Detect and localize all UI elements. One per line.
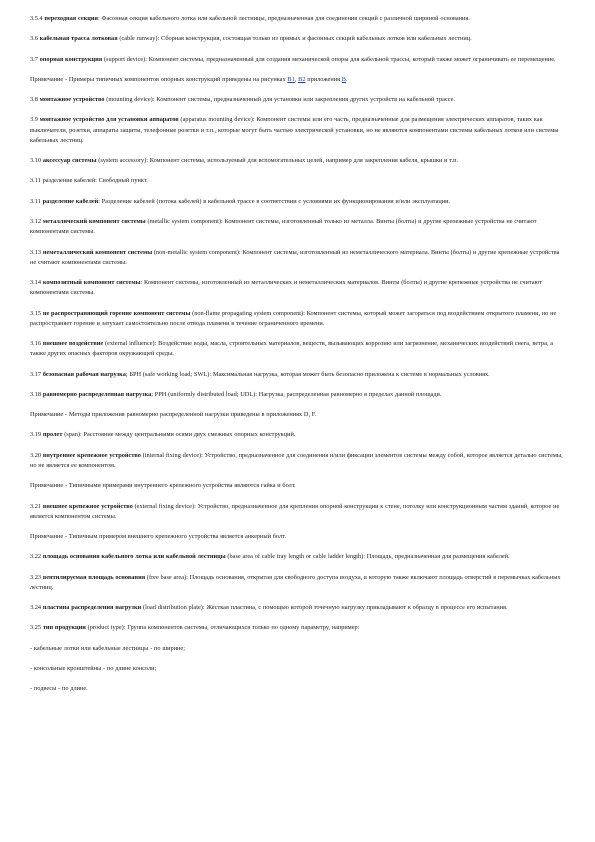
list-item: - консольные кронштейны - по длине консоли; [30,664,157,672]
term: внешнее воздействие [42,340,104,348]
term: переходная секция [44,15,98,22]
document-page [30,14,565,704]
appendix-link-b[interactable]: В [341,75,346,83]
term: пролет [42,431,63,439]
clause-3.25: 3.25 тип продукции (product type): Группа компонентов системы, отличающихся только по одному параметру, например: [30,624,360,632]
clause-3.9: 3.9 монтажное устройство для установки аппаратов (apparatus mounting device): Компонент системы или его часть, предназначенные для размещения электрических аппаратов, таких как выключатели, розетки, аппараты защиты, телефонные розетки и т.п., которые могут быть частью электрической установки, но не являются компонентами системы кабельных лотков или системы кабельных лестниц. [30,116,559,144]
term: композитный компонент системы [42,279,141,287]
list-item: - кабельные лотки или кабельные лестницы - по ширине; [30,644,185,652]
term: не распространяющий горение компонент системы [42,309,191,317]
term: монтажное устройство для установки аппаратов [39,116,179,124]
clause-3.11-definition: 3.11 разделение кабелей: Разделение кабелей (потока кабелей) в кабельной трассе в соответствии с условиями их функционирования и/или эксплуатации. [30,197,451,205]
clause-3.14: 3.14 композитный компонент системы: Компонент системы, изготовленный из металлических и неметаллических материалов. Винты (болты) и другие крепежные устройства не считают компонентами системы. [30,279,542,297]
term: безопасная рабочая нагрузка [42,370,126,378]
term: разделение кабелей [42,197,99,205]
term: металлический компонент системы [42,218,146,226]
term: равномерно распределенная нагрузка [42,390,152,398]
term: опорная конструкция [39,55,103,63]
term: вентилируемая площадь основания [42,573,146,581]
term: тип продукции [42,624,86,632]
clause-3.8: 3.8 монтажное устройство (mounting device): Компонент системы, предназначенный для установки или закрепления других устройств на кабельной трассе. [30,96,455,104]
figure-link-b2[interactable]: В2 [298,75,306,83]
clause-3.10: 3.10 аксессуар системы (system accessory): Компонент системы, используемый для вспомогательных целей, например для закрепления кабеля, крышки и т.п. [30,157,459,165]
note-3.7: Примечание - Примеры типичных компонентов опорных конструкций приведены на рисунках В1, В2 приложения В. [30,75,348,83]
clause-3.23: 3.23 вентилируемая площадь основания (free base area): Площадь основания, открытая для свободного доступа воздуха, в которую также включают площадь отверстий в перемычках кабельных лестниц. [30,573,561,591]
term: площадь основания кабельного лотка или кабельной лестницы [42,553,226,561]
clause-3.5.4: 3.5.4 переходная секция: Фасонная секция кабельного лотка или кабельной лестницы, предназначенная для соединения секций с различной шириной основания. [30,15,470,22]
clause-3.21: 3.21 внешнее крепежное устройство (external fixing device): Устройство, предназначенное для крепления опорной конструкции к стене, потолку или конструкционным частям зданий, которое не является компонентом системы. [30,502,560,520]
clause-3.7: 3.7 опорная конструкция (support device): Компонент системы, предназначенный для создания механической опоры для кабельной трассы, который также может ограничивать ее перемещение. [30,55,556,63]
list-item: - подвесы - по длине. [30,684,88,692]
figure-link-b1[interactable]: В1 [287,75,295,83]
term: внутреннее крепежное устройство [42,451,141,459]
clause-3.13: 3.13 неметаллический компонент системы (non-metallic system component): Компонент системы, изготовленный из неметаллического материала. Винты (болты) и другие крепежные устройства не считают компонентами системы. [30,248,560,266]
clause-3.17: 3.17 безопасная рабочая нагрузка; БРН (safe working load; SWL): Максимальная нагрузка, которая может быть безопасно приложена к системе в нормальных условиях. [30,370,490,378]
clause-3.15: 3.15 не распространяющий горение компонент системы (non-flame propagating system component): Компонент системы, который может загораться под воздействием открытого пламени, но не распространяет горение и затухает самостоятельно после отвода пламени в течение ограниченного времени. [30,309,557,327]
term: кабельная трасса лотковая [39,35,118,43]
clause-3.24: 3.24 пластина распределения нагрузки (load distribution plate): Жесткая пластина, с помощью которой точечную нагрузку прикладывают к образцу в процессе его испытания. [30,604,508,612]
term: монтажное устройство [39,96,105,104]
term: пластина распределения нагрузки [42,604,142,612]
term: аксессуар системы [42,157,97,165]
clause-3.6: 3.6 кабельная трасса лотковая (cable runway): Сборная конструкция, состоящая только из прямых и фасонных секций кабельных лотков или кабельных лестниц. [30,35,472,43]
clause-3.12: 3.12 металлический компонент системы (metallic system component): Компонент системы, изготовленный только из металла. Винты (болты) и другие крепежные устройства не считают компонентами системы. [30,218,537,236]
clause-3.18: 3.18 равномерно распределенная нагрузка; РРН (uniformly distributed load; UDL): Нагрузка, распределенная равномерно в пределах данной площади. [30,390,442,398]
note-3.18: Примечание - Методы приложения равномерно распределенной нагрузки приведены в приложениях D, F. [30,411,317,419]
note-3.21: Примечание - Типичным примером внешнего крепежного устройства является анкерный болт. [30,533,287,541]
clause-3.20: 3.20 внутреннее крепежное устройство (internal fixing device): Устройство, предназначенное для соединения и/или фиксации элементов системы между собой, которое является деталью системы, но не является ее компонентом. [30,451,563,469]
clause-3.16: 3.16 внешнее воздействие (external influence): Воздействие воды, масла, строительных материалов, веществ, вызывающих коррозию или загрязнение, механических воздействий снега, ветра, а также других опасных факторов окружающей среды. [30,340,554,358]
clause-3.11: 3.11 разделение кабелей: Свободный пункт. [30,177,148,185]
note-3.20: Примечание - Типичными примерами внутреннего крепежного устройства являются гайка и болт. [30,482,296,490]
term: внешнее крепежное устройство [42,502,133,510]
clause-3.19: 3.19 пролет (span): Расстояние между центральными осями двух смежных опорных конструкций. [30,431,296,439]
clause-3.22: 3.22 площадь основания кабельного лотка или кабельной лестницы (base area of cable tray length or cable ladder length): Площадь, предназначенная для размещения кабелей. [30,553,510,561]
term: неметаллический компонент системы [42,248,153,256]
